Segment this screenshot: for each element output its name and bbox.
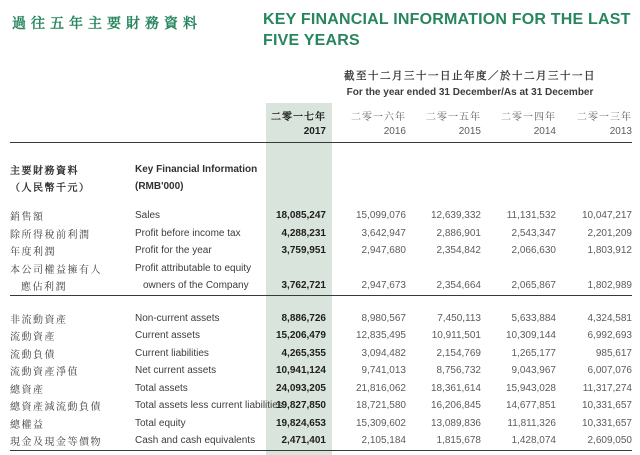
cell-value: 4,324,581 (587, 312, 632, 324)
cell-value: 12,835,495 (355, 330, 406, 342)
table-header-en: (RMB'000) (135, 181, 184, 192)
cell-value: 2,154,769 (436, 347, 481, 359)
table-row (10, 225, 632, 243)
row-label-en: Profit attributable to equity (135, 262, 252, 274)
row-label-en: Current assets (135, 330, 201, 342)
row-label-cn: 應佔利潤 (10, 277, 135, 295)
page-title-en (263, 9, 635, 51)
table-row (10, 327, 632, 345)
year-label-num: 2016 (326, 126, 406, 143)
cell-value: 15,099,076 (355, 210, 406, 222)
financial-table (10, 105, 632, 451)
cell-value: 18,085,247 (275, 210, 326, 222)
cell-value: 4,265,355 (281, 347, 326, 359)
page-title-en-line1: KEY FINANCIAL INFORMATION FOR THE LAST (263, 11, 631, 28)
table-row (10, 380, 632, 398)
row-label-cn: 流動資產淨值 (10, 367, 79, 379)
cell-value: 2,886,901 (436, 227, 481, 239)
cell-value: 2,201,209 (587, 227, 632, 239)
row-label-en: Profit for the year (135, 245, 212, 257)
cell-value: 10,309,144 (505, 330, 556, 342)
row-label-cn: 年度利潤 (10, 247, 56, 259)
year-label-cn: 二零一七年 (271, 112, 326, 123)
row-label-en: Total assets less current liabilities (135, 400, 283, 412)
cell-value: 8,756,732 (436, 365, 481, 377)
row-label-en: Non-current assets (135, 312, 220, 324)
row-label-en: Profit before income tax (135, 227, 241, 239)
table-head (10, 105, 632, 143)
cell-value: 10,047,217 (581, 210, 632, 222)
row-label-en: Sales (135, 210, 161, 222)
year-label-num: 2013 (556, 126, 632, 143)
year-label-cn: 二零一五年 (426, 112, 481, 123)
year-row-cn (10, 105, 632, 126)
row-label-en: Cash and cash equivalents (135, 432, 266, 450)
cell-value: 13,089,836 (430, 417, 481, 429)
table-row (10, 277, 632, 295)
table-row (10, 207, 632, 225)
cell-value: 2,947,673 (326, 277, 406, 295)
cell-value: 10,331,657 (581, 400, 632, 412)
cell-value: 14,677,851 (505, 400, 556, 412)
cell-value: 2,354,842 (436, 245, 481, 257)
year-label-cn: 二零一三年 (577, 112, 632, 123)
year-row-num (10, 126, 632, 143)
cell-value: 15,309,602 (355, 417, 406, 429)
table-row (10, 310, 632, 328)
table-header-row (10, 161, 632, 178)
cell-value: 16,206,845 (430, 400, 481, 412)
row-label-en: owners of the Company (135, 277, 266, 295)
cell-value (266, 260, 326, 278)
cell-value: 8,886,726 (281, 312, 326, 324)
cell-value: 2,105,184 (326, 432, 406, 450)
row-label-cn: 總資產 (10, 384, 45, 396)
table-header-row (10, 178, 632, 195)
year-label-num: 2017 (266, 126, 326, 143)
year-label-cn: 二零一六年 (351, 112, 406, 123)
cell-value: 5,633,884 (511, 312, 556, 324)
period-header (300, 68, 640, 101)
cell-value: 12,639,332 (430, 210, 481, 222)
cell-value: 2,471,401 (266, 432, 326, 450)
cell-value: 21,816,062 (355, 382, 406, 394)
cell-value: 4,288,231 (281, 227, 326, 239)
row-label-en: Net current assets (135, 365, 217, 377)
cell-value: 11,811,326 (507, 417, 556, 429)
cell-value: 10,941,124 (275, 365, 326, 377)
table-row (10, 415, 632, 433)
row-label-cn: 流動資產 (10, 332, 56, 344)
table-row (10, 345, 632, 363)
cell-value: 15,206,479 (275, 330, 326, 342)
table-header-en: Key Financial Information (135, 164, 258, 175)
cell-value (481, 260, 556, 278)
cell-value: 18,721,580 (355, 400, 406, 412)
cell-value: 1,802,989 (556, 277, 632, 295)
page-title-cn: 過往五年主要財務資料 (12, 15, 202, 31)
table-row (10, 242, 632, 260)
table-body (10, 143, 632, 451)
cell-value: 2,354,664 (406, 277, 481, 295)
row-label-en: Current liabilities (135, 347, 209, 359)
row-label-cn: 非流動資產 (10, 314, 68, 326)
cell-value: 2,947,680 (361, 245, 406, 257)
table-row (10, 432, 632, 450)
spacer-row (10, 295, 632, 310)
row-label-cn: 銷售額 (10, 212, 45, 224)
period-label-en: For the year ended 31 December/As at 31 December (346, 87, 594, 98)
cell-value: 10,331,657 (581, 417, 632, 429)
cell-value: 1,815,678 (406, 432, 481, 450)
spacer-row (10, 195, 632, 207)
row-label-en: Total equity (135, 417, 186, 429)
cell-value: 19,824,653 (275, 417, 326, 429)
cell-value: 1,265,177 (511, 347, 556, 359)
table-row (10, 362, 632, 380)
table-row (10, 397, 632, 415)
spacer-row (10, 143, 632, 162)
cell-value: 11,131,532 (506, 210, 556, 222)
cell-value: 985,617 (595, 347, 632, 359)
row-label-cn: 流動負債 (10, 349, 56, 361)
cell-value: 2,609,050 (556, 432, 632, 450)
cell-value: 2,543,347 (511, 227, 556, 239)
cell-value: 18,361,614 (430, 382, 481, 394)
cell-value: 11,317,274 (582, 382, 632, 394)
cell-value: 3,094,482 (361, 347, 406, 359)
cell-value: 10,911,501 (431, 330, 481, 342)
cell-value: 3,759,951 (281, 245, 326, 257)
cell-value: 15,943,028 (505, 382, 556, 394)
table-row (10, 260, 632, 278)
year-label-cn: 二零一四年 (501, 112, 556, 123)
page-title-en-line2: FIVE YEARS (263, 32, 360, 49)
year-label-num: 2014 (481, 126, 556, 143)
cell-value: 24,093,205 (275, 382, 326, 394)
cell-value: 1,428,074 (481, 432, 556, 450)
table-header-cn: 主要財務資料 (10, 166, 79, 177)
cell-value: 2,066,630 (511, 245, 556, 257)
cell-value (406, 260, 481, 278)
period-label-cn: 截至十二月三十一日止年度／於十二月三十一日 (344, 70, 596, 82)
row-label-cn: 本公司權益擁有人 (10, 264, 102, 276)
cell-value: 8,980,567 (361, 312, 406, 324)
row-label-cn: 總資產減流動負債 (10, 402, 102, 414)
cell-value: 6,992,693 (587, 330, 632, 342)
cell-value (326, 260, 406, 278)
cell-value (556, 260, 632, 278)
cell-value: 9,043,967 (511, 365, 556, 377)
cell-value: 2,065,867 (481, 277, 556, 295)
table-header-cn: （人民幣千元） (10, 183, 91, 194)
row-label-cn: 除所得稅前利潤 (10, 229, 91, 241)
row-label-cn: 總權益 (10, 419, 45, 431)
cell-value: 3,762,721 (266, 277, 326, 295)
cell-value: 1,803,912 (587, 245, 632, 257)
cell-value: 19,827,850 (275, 400, 326, 412)
year-label-num: 2015 (406, 126, 481, 143)
row-label-en: Total assets (135, 382, 188, 394)
row-label-cn: 現金及現金等價物 (10, 432, 135, 450)
cell-value: 7,450,113 (437, 312, 481, 324)
cell-value: 9,741,013 (361, 365, 406, 377)
cell-value: 6,007,076 (587, 365, 632, 377)
cell-value: 3,642,947 (361, 227, 406, 239)
